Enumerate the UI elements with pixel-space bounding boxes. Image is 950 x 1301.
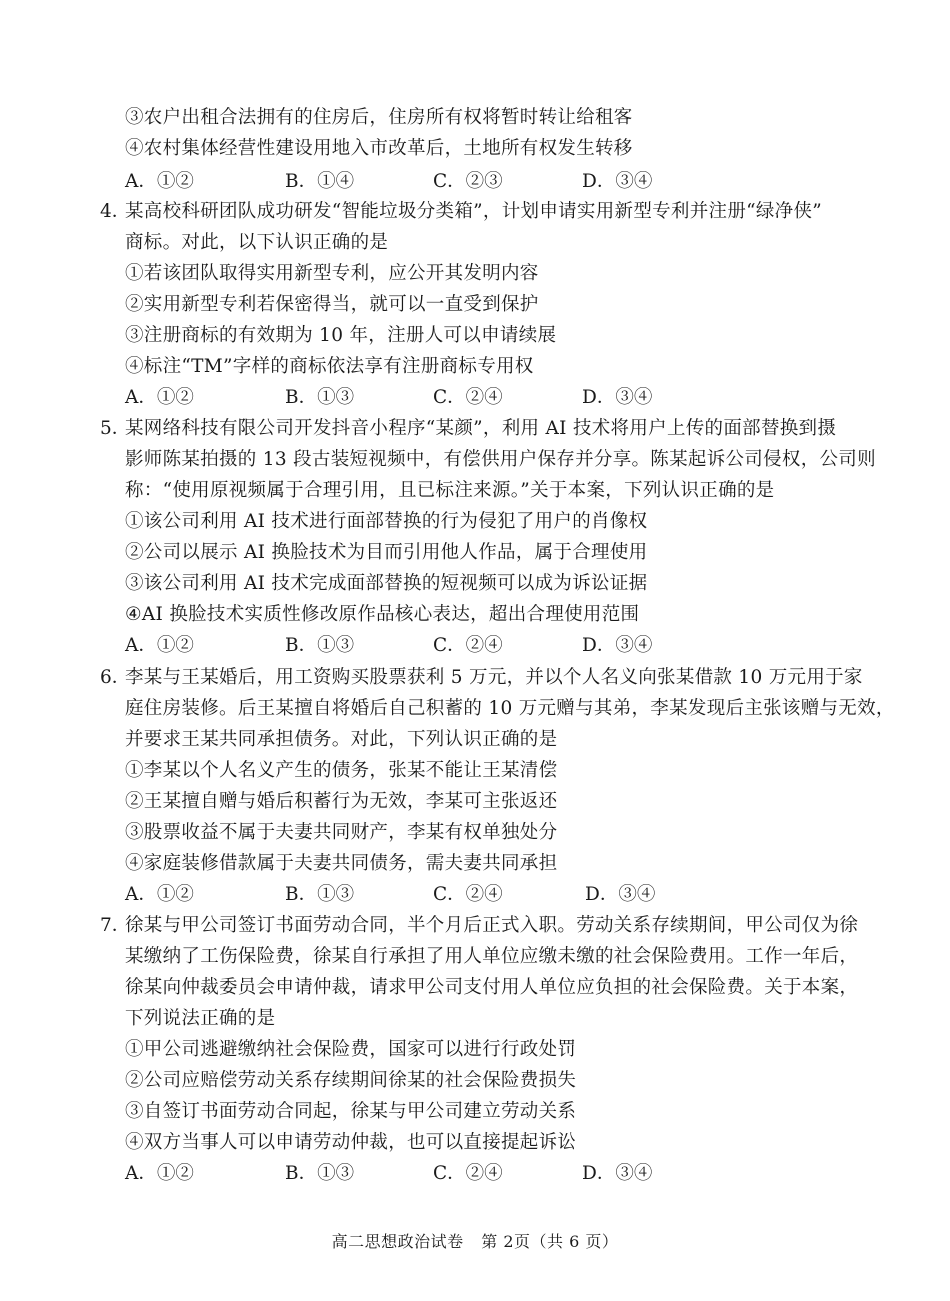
option-b: B．①④ — [285, 171, 355, 192]
option-c: C．②④ — [433, 387, 503, 408]
option-b: B．①③ — [285, 1163, 355, 1184]
footer-title: 高二思想政治试卷 — [331, 1232, 464, 1251]
option-d: D．③④ — [582, 171, 653, 192]
statement-2: ②实用新型专利若保密得当，就可以一直受到保护 — [125, 294, 539, 315]
statement-2: ②公司应赔偿劳动关系存续期间徐某的社会保险费损失 — [125, 1070, 577, 1091]
statement-4: ④AI 换脸技术实质性修改原作品核心表达，超出合理使用范围 — [125, 604, 640, 625]
option-a: A．①② — [125, 387, 194, 408]
statement-3: ③股票收益不属于夫妻共同财产，李某有权单独处分 — [125, 822, 558, 843]
question-number: 4． — [100, 201, 131, 222]
option-c: C．②④ — [433, 1163, 503, 1184]
option-c: C．②③ — [433, 171, 503, 192]
statement-1: ①若该团队取得实用新型专利，应公开其发明内容 — [125, 263, 539, 284]
statement-4: ④双方当事人可以申请劳动仲裁，也可以直接提起诉讼 — [125, 1132, 577, 1153]
option-a: A．①② — [125, 884, 194, 905]
statement-3: ③该公司利用 AI 技术完成面部替换的短视频可以成为诉讼证据 — [125, 573, 648, 594]
statement-4: ④家庭装修借款属于夫妻共同债务，需夫妻共同承担 — [125, 853, 558, 874]
option-d: D．③④ — [582, 1163, 653, 1184]
footer-page-number: 第 2页（共 6 页） — [481, 1232, 619, 1251]
statement-3: ③自签订书面劳动合同起，徐某与甲公司建立劳动关系 — [125, 1101, 577, 1122]
statement-3: ③注册商标的有效期为 10 年，注册人可以申请续展 — [125, 325, 557, 346]
page-footer — [0, 1231, 950, 1253]
question-stem-line: 并要求王某共同承担债务。对此，下列认识正确的是 — [125, 729, 558, 750]
statement-2: ②公司以展示 AI 换脸技术为目而引用他人作品，属于合理使用 — [125, 542, 648, 563]
question-stem-line: 李某与王某婚后，用工资购买股票获利 5 万元，并以个人名义向张某借款 10 万元用于家 — [125, 667, 863, 688]
option-c: C．②④ — [433, 635, 503, 656]
question-stem-line: 商标。对此，以下认识正确的是 — [125, 232, 389, 253]
question-stem-line: 下列说法正确的是 — [125, 1008, 276, 1029]
option-d: D．③④ — [582, 635, 653, 656]
statement-1: ①该公司利用 AI 技术进行面部替换的行为侵犯了用户的肖像权 — [125, 511, 648, 532]
question-number: 5． — [100, 418, 131, 439]
statement-1: ①甲公司逃避缴纳社会保险费，国家可以进行行政处罚 — [125, 1039, 577, 1060]
question-stem-line: 某缴纳了工伤保险费，徐某自行承担了用人单位应缴未缴的社会保险费用。工作一年后， — [125, 946, 859, 967]
prev-statement-3: ③农户出租合法拥有的住房后，住房所有权将暂时转让给租客 — [125, 107, 633, 128]
option-b: B．①③ — [285, 884, 355, 905]
option-a: A．①② — [125, 171, 194, 192]
prev-statement-4: ④农村集体经营性建设用地入市改革后，土地所有权发生转移 — [125, 138, 633, 159]
question-stem-line: 庭住房装修。后王某擅自将婚后自己积蓄的 10 万元赠与其弟，李某发现后主张该赠与无效， — [125, 698, 895, 719]
statement-1: ①李某以个人名义产生的债务，张某不能让王某清偿 — [125, 760, 558, 781]
option-c: C．②④ — [433, 884, 503, 905]
statement-4: ④标注“TM”字样的商标依法享有注册商标专用权 — [125, 356, 534, 377]
option-d: D．③④ — [582, 387, 653, 408]
option-a: A．①② — [125, 1163, 194, 1184]
option-a: A．①② — [125, 635, 194, 656]
question-stem-line: 某高校科研团队成功研发“智能垃圾分类箱”，计划申请实用新型专利并注册“绿净侠” — [125, 201, 823, 222]
question-stem-line: 徐某向仲裁委员会申请仲裁，请求甲公司支付用人单位应负担的社会保险费。关于本案， — [125, 977, 859, 998]
question-stem-line: 称：“使用原视频属于合理引用，且已标注来源。”关于本案，下列认识正确的是 — [125, 480, 775, 501]
option-b: B．①③ — [285, 387, 355, 408]
option-b: B．①③ — [285, 635, 355, 656]
question-stem-line: 某网络科技有限公司开发抖音小程序“某颜”，利用 AI 技术将用户上传的面部替换到摄 — [125, 418, 837, 439]
question-number: 7． — [100, 915, 131, 936]
question-stem-line: 徐某与甲公司签订书面劳动合同，半个月后正式入职。劳动关系存续期间，甲公司仅为徐 — [125, 915, 859, 936]
option-d: D．③④ — [585, 884, 656, 905]
question-stem-line: 影师陈某拍摄的 13 段古装短视频中，有偿供用户保存并分享。陈某起诉公司侵权，公司则 — [125, 449, 876, 470]
question-number: 6． — [100, 667, 131, 688]
statement-2: ②王某擅自赠与婚后积蓄行为无效，李某可主张返还 — [125, 791, 558, 812]
